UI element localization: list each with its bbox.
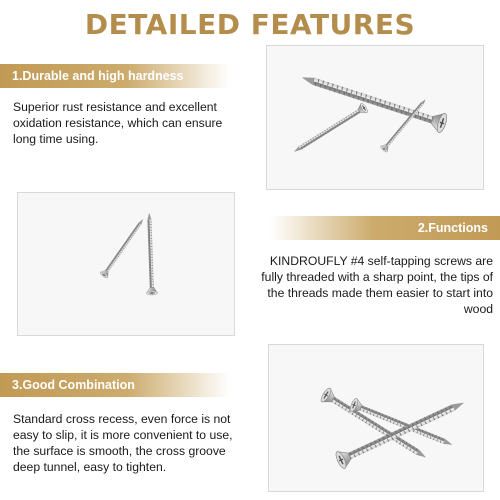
feature-1-heading: 1.Durable and high hardness xyxy=(0,64,230,88)
feature-2-text: KINDROUFLY #4 self-tapping screws are fully threaded with a sharp point, the tips of the threads made them easier to start into wood xyxy=(261,254,493,316)
feature-2-heading: 2.Functions xyxy=(270,216,500,240)
feature-3-text: Standard cross recess, even force is not easy to slip, it is more convenient to use, the surface is smooth, the cross groove deep tunnel, easy to tighten. xyxy=(13,412,233,474)
feature-1-text: Superior rust resistance and excellent oxidation resistance, which can ensure long time using. xyxy=(13,100,223,146)
screws-photo-2 xyxy=(17,192,235,336)
screws-photo-1 xyxy=(266,45,484,190)
feature-3-heading: 3.Good Combination xyxy=(0,373,230,397)
page-title: DETAILED FEATURES xyxy=(84,8,416,41)
screws-photo-3 xyxy=(268,344,484,492)
